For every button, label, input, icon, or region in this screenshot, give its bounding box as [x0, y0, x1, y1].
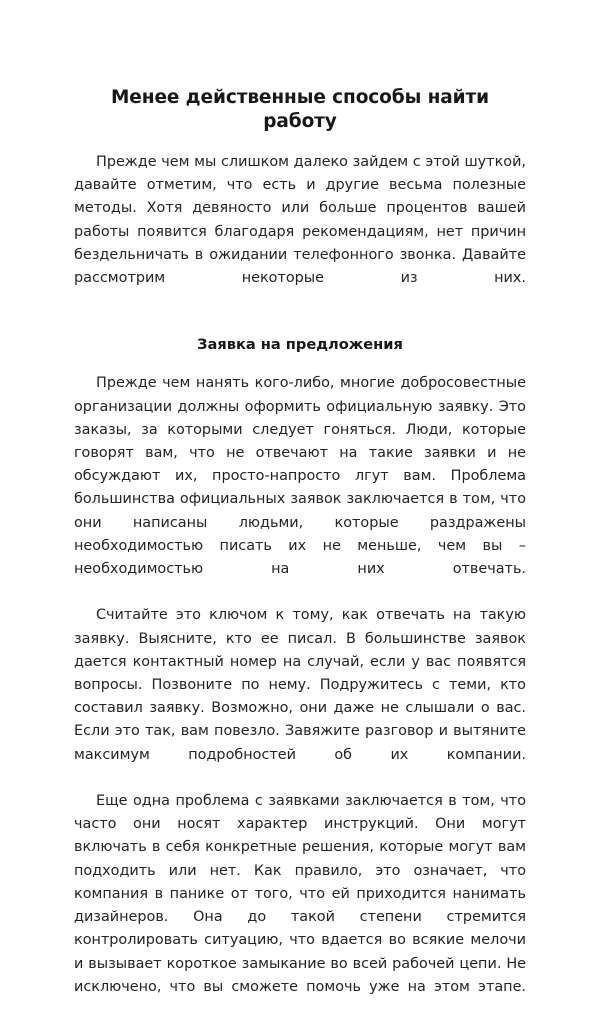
page-title: Менее действенные способы найти работу: [111, 87, 489, 132]
body-paragraph-2: Считайте это ключом к тому, как отвечать на такую заявку. Выясните, кто ее писал. В большинстве заявок дается контактный номер на случай, если у вас появятся вопросы. Позвоните по нему. Подружитесь с теми, кто составил заявку. Возможно, они даже не слышали о вас. Если это так, вам повезло. Завяжите разговор и вытяните максимум подробностей об их компании.: [74, 607, 526, 763]
body-paragraph-1: Прежде чем нанять кого-либо, многие добросовестные организации должны оформить официальную заявку. Это заказы, за которыми следует гоняться. Люди, которые говорят вам, что не отвечают на такие заявки и не обсуждают их, просто-напросто лгут вам. Проблема большинства официальных заявок заключается в том, что они написаны людьми, которые раздражены необходимостью писать их не меньше, чем вы – необходимостью на них отвечать.: [74, 375, 526, 578]
body-paragraph-3: Еще одна проблема с заявками заключается в том, что часто они носят характер инструкций. Они могут включать в себя конкретные решения, которые могут вам подходить или нет. Как правило, это означает, что компания в панике от того, что ей приходится нанимать дизайнеров. Она до такой степени стремится контролировать ситуацию, что вдается во всякие мелочи и вызывает короткое замыкание во всей рабочей цепи. Не исключено, что вы сможете помочь уже на этом этапе.: [74, 793, 526, 995]
intro-paragraph: Прежде чем мы слишком далеко зайдем с этой шуткой, давайте отметим, что есть и другие весьма полезные методы. Хотя девяносто или больше процентов вашей работы появится благодаря рекомендациям, нет причин бездельничать в ожидании телефонного звонка. Давайте рассмотрим некоторые из них.: [74, 154, 526, 287]
section-heading: Заявка на предложения: [197, 336, 403, 354]
document-body: [74, 0, 526, 1022]
